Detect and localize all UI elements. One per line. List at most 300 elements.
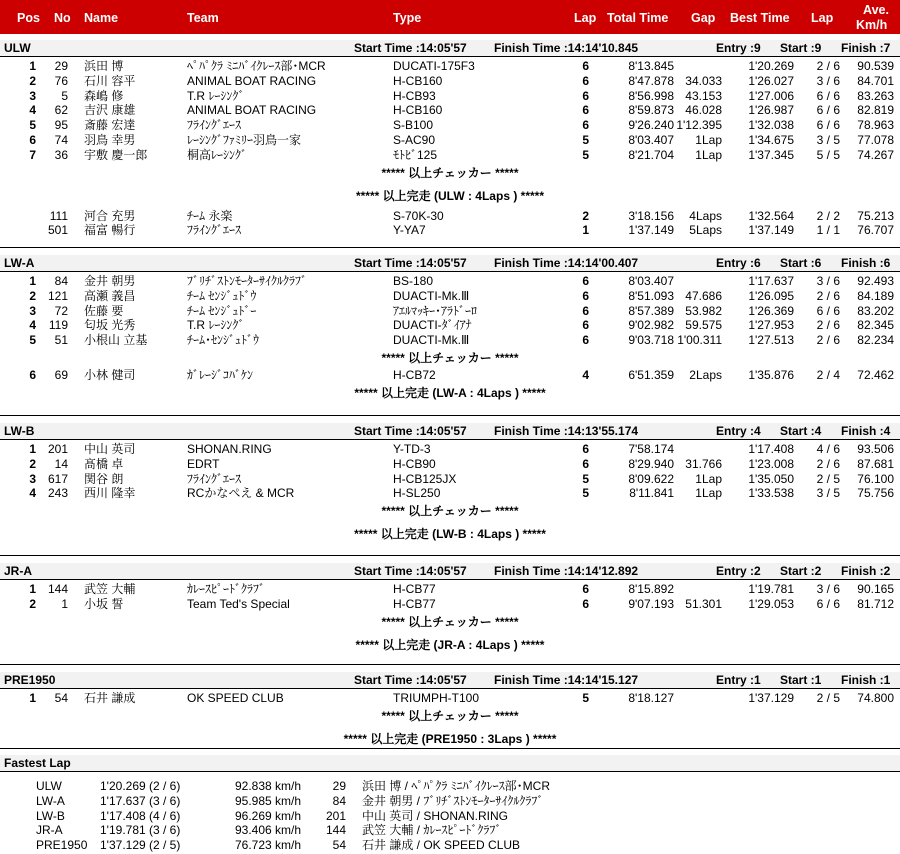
result-row <box>0 103 900 118</box>
class-startc: Start :1 <box>780 673 822 687</box>
cell-blap: 2 / 6 <box>816 288 840 303</box>
cell-type: ﾓﾄﾋﾞ125 <box>393 147 438 162</box>
cell-no: 69 <box>54 367 68 382</box>
cell-name: 西川 隆幸 <box>84 486 136 501</box>
cell-no: 84 <box>54 274 68 288</box>
class-startc: Start :2 <box>780 564 822 578</box>
result-row <box>0 118 900 133</box>
cell-best: 1'35.050 <box>748 471 794 486</box>
class-entry: Entry :6 <box>716 256 761 270</box>
cell-name: 斎藤 宏達 <box>84 118 136 133</box>
cell-ave: 82.234 <box>857 333 894 348</box>
checker-note: ***** 以上チェッカー ***** <box>381 350 519 365</box>
col-pos: Pos <box>17 11 40 25</box>
cell-gap: 46.028 <box>685 103 722 118</box>
cell-total: 8'18.127 <box>628 691 674 705</box>
cell-gap: 1Lap <box>695 471 722 486</box>
cell-gap: 51.301 <box>685 596 722 611</box>
cell-lap: 6 <box>582 333 589 348</box>
cell-blap: 3 / 6 <box>816 73 840 88</box>
class-start: Start Time :14:05'57 <box>354 256 467 270</box>
cell-type: S-B100 <box>393 118 434 133</box>
result-row <box>0 274 900 289</box>
cell-name: 石川 容平 <box>84 73 136 88</box>
cell-ave: 81.712 <box>857 596 894 611</box>
fastest-lap-section <box>0 755 900 853</box>
cell-total: 9'02.982 <box>628 318 674 333</box>
cell-name: 佐藤 要 <box>84 303 124 318</box>
cell-total: 8'13.845 <box>628 59 674 73</box>
fastest-speed: 76.723 km/h <box>235 838 302 853</box>
cell-best: 1'26.369 <box>748 303 794 318</box>
class-header <box>0 255 900 272</box>
cell-gap: 1'00.311 <box>677 333 722 348</box>
col-best: Best Time <box>730 11 790 25</box>
cell-pos: 3 <box>29 303 36 318</box>
fastest-no: 29 <box>332 779 346 793</box>
cell-team: ﾁｰﾑ･ｾﾝｼﾞｭﾄﾞｳ <box>187 333 260 348</box>
fastest-cls: LW-B <box>36 808 65 823</box>
class-entry: Entry :1 <box>716 673 761 687</box>
cell-name: 髙橋 卓 <box>84 456 124 471</box>
cell-total: 8'03.407 <box>628 274 674 288</box>
cell-best: 1'32.564 <box>748 208 794 223</box>
class-header <box>0 563 900 580</box>
class-section <box>0 563 900 658</box>
cell-gap: 47.686 <box>685 288 722 303</box>
cell-blap: 2 / 6 <box>816 59 840 73</box>
class-finish: Finish Time :14:14'10.845 <box>494 41 639 55</box>
checker-note: ***** 以上チェッカー ***** <box>381 614 519 629</box>
cell-no: 95 <box>54 118 68 133</box>
class-finishc: Finish :7 <box>841 41 891 55</box>
class-section <box>0 255 900 403</box>
cell-lap: 6 <box>582 442 589 456</box>
cell-pos: 1 <box>29 442 36 456</box>
cell-type: S-AC90 <box>393 132 436 147</box>
class-start: Start Time :14:05'57 <box>354 41 467 55</box>
cell-ave: 72.462 <box>857 367 894 382</box>
cell-team: ｶﾞﾚｰｼﾞｺﾊﾞｹﾝ <box>187 367 254 382</box>
cell-type: Y-YA7 <box>393 223 426 238</box>
fastest-speed: 92.838 km/h <box>235 779 302 793</box>
cell-ave: 82.345 <box>857 318 894 333</box>
result-row <box>0 691 900 706</box>
col-total: Total Time <box>607 11 669 25</box>
fastest-lap-row <box>0 823 900 838</box>
cell-team: ﾌﾗｲﾝｸﾞｴｰｽ <box>187 118 242 133</box>
fastest-time: 1'17.637 (3 / 6) <box>100 793 181 808</box>
cell-lap: 6 <box>582 88 589 103</box>
cell-type: H-CB160 <box>393 73 443 88</box>
cell-lap: 6 <box>582 274 589 288</box>
cell-ave: 74.267 <box>857 147 894 162</box>
cell-blap: 2 / 2 <box>816 208 840 223</box>
cell-lap: 6 <box>582 318 589 333</box>
cell-no: 36 <box>54 147 68 162</box>
cell-name: 羽鳥 幸男 <box>84 132 136 147</box>
result-row <box>0 472 900 487</box>
cell-pos: 2 <box>29 73 36 88</box>
class-header <box>0 423 900 440</box>
col-lap2: Lap <box>811 11 834 25</box>
fastest-lap-row <box>0 794 900 809</box>
class-finish: Finish Time :14:13'55.174 <box>494 424 639 438</box>
cell-no: 119 <box>48 318 68 333</box>
cell-blap: 1 / 1 <box>816 223 840 238</box>
cell-ave: 76.100 <box>857 471 894 486</box>
class-entry: Entry :9 <box>716 41 761 55</box>
result-row <box>0 333 900 348</box>
cell-total: 8'51.093 <box>628 288 674 303</box>
fastest-cls: LW-A <box>36 793 65 808</box>
class-cls: ULW <box>4 41 31 55</box>
cell-team: RCかなぺえ & MCR <box>187 486 295 501</box>
cell-lap: 6 <box>582 73 589 88</box>
cell-best: 1'27.513 <box>748 333 794 348</box>
cell-blap: 2 / 6 <box>816 456 840 471</box>
cell-name: 小根山 立基 <box>84 333 148 348</box>
cell-no: 121 <box>47 288 68 303</box>
cell-gap: 31.766 <box>685 456 722 471</box>
class-entry: Entry :2 <box>716 564 761 578</box>
cell-blap: 3 / 5 <box>816 132 840 147</box>
cell-total: 1'37.149 <box>628 223 674 238</box>
fastest-who: 中山 英司 / SHONAN.RING <box>362 808 509 823</box>
result-row <box>0 223 900 238</box>
class-entry: Entry :4 <box>716 424 761 438</box>
cell-team: ﾌﾞﾘﾁﾞｽﾄﾝﾓｰﾀｰｻｲｸﾙｸﾗﾌﾞ <box>187 274 308 288</box>
class-finishc: Finish :2 <box>841 564 891 578</box>
cell-ave: 87.681 <box>857 456 894 471</box>
fastest-speed: 96.269 km/h <box>235 808 302 823</box>
cell-lap: 6 <box>582 59 589 73</box>
cell-total: 8'59.873 <box>628 103 674 118</box>
cell-type: BS-180 <box>393 274 434 288</box>
col-kmh: Km/h <box>856 18 888 32</box>
col-team: Team <box>187 11 219 25</box>
complete-note: ***** 以上完走 (ULW : 4Laps ) ***** <box>355 188 545 203</box>
cell-best: 1'17.637 <box>748 274 794 288</box>
cell-pos: 4 <box>29 103 36 118</box>
cell-blap: 6 / 6 <box>816 303 840 318</box>
result-row <box>0 318 900 333</box>
result-row <box>0 209 900 224</box>
fastest-speed: 93.406 km/h <box>235 823 302 838</box>
cell-name: 河合 充男 <box>84 208 136 223</box>
cell-name: 吉沢 康雄 <box>84 103 136 118</box>
complete-note: ***** 以上完走 (LW-B : 4Laps ) ***** <box>354 527 546 542</box>
class-finishc: Finish :6 <box>841 256 891 270</box>
fastest-who: 浜田 博 / ﾍﾟﾊﾟｸﾗ ﾐﾆﾊﾞｲｸﾚｰｽ部･MCR <box>362 779 550 793</box>
fastest-no: 144 <box>325 823 346 838</box>
cell-blap: 2 / 5 <box>816 691 840 705</box>
cell-type: DUACTI-ﾀﾞｲｱﾅ <box>393 318 472 333</box>
cell-gap: 1Lap <box>695 132 722 147</box>
cell-team: ANIMAL BOAT RACING <box>187 73 317 88</box>
class-finish: Finish Time :14:14'15.127 <box>494 673 639 687</box>
result-row <box>0 582 900 597</box>
cell-blap: 6 / 6 <box>816 103 840 118</box>
cell-type: H-CB77 <box>393 582 436 596</box>
cell-blap: 3 / 6 <box>816 582 840 596</box>
cell-type: H-CB90 <box>393 456 436 471</box>
cell-no: 74 <box>54 132 68 147</box>
cell-blap: 6 / 6 <box>816 88 840 103</box>
cell-gap: 53.982 <box>685 303 722 318</box>
result-row <box>0 597 900 612</box>
cell-best: 1'26.095 <box>748 288 794 303</box>
fastest-speed: 95.985 km/h <box>235 793 302 808</box>
class-section <box>0 423 900 547</box>
cell-ave: 84.701 <box>857 73 894 88</box>
cell-pos: 2 <box>29 288 36 303</box>
complete-note: ***** 以上完走 (JR-A : 4Laps ) ***** <box>355 637 545 652</box>
cell-no: 62 <box>54 103 68 118</box>
cell-lap: 1 <box>582 223 589 238</box>
cell-lap: 4 <box>582 367 589 382</box>
cell-gap: 43.153 <box>685 88 722 103</box>
class-finishc: Finish :1 <box>841 673 891 687</box>
cell-no: 5 <box>61 88 68 103</box>
cell-type: H-CB125JX <box>393 471 457 486</box>
cell-gap: 34.033 <box>685 73 722 88</box>
cell-pos: 1 <box>29 691 36 705</box>
cell-team: ﾁｰﾑ 永楽 <box>187 208 233 223</box>
cell-best: 1'20.269 <box>748 59 794 73</box>
cell-gap: 2Laps <box>689 367 722 382</box>
class-start: Start Time :14:05'57 <box>354 424 467 438</box>
cell-ave: 82.819 <box>857 103 894 118</box>
cell-best: 1'37.345 <box>748 147 794 162</box>
result-row <box>0 289 900 304</box>
col-name: Name <box>84 11 119 25</box>
cell-no: 243 <box>47 486 68 501</box>
cell-team: ﾌﾗｲﾝｸﾞｴｰｽ <box>187 223 242 238</box>
cell-team: ﾁｰﾑ ｾﾝｼﾞｭﾄﾞｰ <box>187 303 257 318</box>
cell-pos: 2 <box>29 596 36 611</box>
class-section <box>0 40 900 238</box>
cell-total: 8'57.389 <box>628 303 674 318</box>
cell-pos: 4 <box>29 486 36 501</box>
cell-total: 9'07.193 <box>628 596 674 611</box>
fastest-time: 1'37.129 (2 / 5) <box>100 838 181 853</box>
cell-name: 金井 朝男 <box>84 274 136 288</box>
fastest-lap-row <box>0 809 900 824</box>
cell-best: 1'23.008 <box>748 456 794 471</box>
cell-type: H-CB77 <box>393 596 436 611</box>
cell-pos: 3 <box>29 471 36 486</box>
cell-total: 8'11.841 <box>629 486 674 501</box>
cell-lap: 2 <box>582 208 589 223</box>
result-row <box>0 486 900 501</box>
cell-name: 森嶋 修 <box>84 88 124 103</box>
cell-name: 関谷 朗 <box>84 471 124 486</box>
cell-best: 1'37.129 <box>748 691 794 705</box>
cell-team: T.R ﾚｰｼﾝｸﾞ <box>187 318 245 333</box>
cell-lap: 6 <box>582 118 589 133</box>
result-row <box>0 89 900 104</box>
fastest-lap-title: Fastest Lap <box>0 755 900 772</box>
cell-ave: 75.756 <box>857 486 894 501</box>
cell-total: 6'51.359 <box>628 367 674 382</box>
result-row <box>0 442 900 457</box>
fastest-no: 54 <box>332 838 346 853</box>
cell-no: 501 <box>47 223 68 238</box>
complete-note: ***** 以上完走 (LW-A : 4Laps ) ***** <box>354 385 546 400</box>
fastest-time: 1'19.781 (3 / 6) <box>100 823 181 838</box>
cell-gap: 5Laps <box>689 223 722 238</box>
cell-gap: 4Laps <box>689 208 722 223</box>
cell-no: 76 <box>54 73 68 88</box>
cell-blap: 2 / 4 <box>816 367 840 382</box>
cell-total: 8'03.407 <box>628 132 674 147</box>
cell-blap: 6 / 6 <box>816 596 840 611</box>
cell-name: 小林 健司 <box>84 367 136 382</box>
cell-type: H-SL250 <box>393 486 441 501</box>
complete-note: ***** 以上完走 (PRE1950 : 3Laps ) ***** <box>343 731 557 746</box>
cell-blap: 3 / 5 <box>816 486 840 501</box>
cell-lap: 6 <box>582 288 589 303</box>
cell-best: 1'29.053 <box>748 596 794 611</box>
fastest-lap-row <box>0 779 900 794</box>
cell-team: ﾚｰｼﾝｸﾞﾌｧﾐﾘｰ羽鳥一家 <box>187 132 302 147</box>
results-header <box>0 0 900 34</box>
cell-ave: 90.165 <box>857 582 894 596</box>
cell-type: DUACTI-Mk.Ⅲ <box>393 333 470 348</box>
cell-type: H-CB72 <box>393 367 436 382</box>
cell-ave: 77.078 <box>857 132 894 147</box>
cell-best: 1'27.953 <box>748 318 794 333</box>
cell-total: 7'58.174 <box>628 442 674 456</box>
cell-no: 51 <box>54 333 68 348</box>
cell-lap: 6 <box>582 103 589 118</box>
class-cls: JR-A <box>4 564 33 578</box>
cell-blap: 5 / 5 <box>816 147 840 162</box>
result-row <box>0 368 900 383</box>
cell-pos: 1 <box>29 582 36 596</box>
cell-lap: 5 <box>582 471 589 486</box>
cell-total: 8'09.622 <box>628 471 674 486</box>
cell-best: 1'27.006 <box>748 88 794 103</box>
class-startc: Start :9 <box>780 41 822 55</box>
cell-total: 8'21.704 <box>628 147 674 162</box>
cell-total: 8'29.940 <box>628 456 674 471</box>
cell-team: ﾍﾟﾊﾟｸﾗ ﾐﾆﾊﾞｲｸﾚｰｽ部･MCR <box>187 59 326 73</box>
cell-lap: 6 <box>582 596 589 611</box>
cell-pos: 1 <box>29 59 36 73</box>
cell-team: SHONAN.RING <box>187 442 272 456</box>
cell-gap: 1Lap <box>695 486 722 501</box>
class-startc: Start :4 <box>780 424 822 438</box>
cell-total: 8'56.998 <box>628 88 674 103</box>
cell-pos: 6 <box>29 132 36 147</box>
class-finish: Finish Time :14:14'00.407 <box>494 256 639 270</box>
checker-note: ***** 以上チェッカー ***** <box>381 708 519 723</box>
class-start: Start Time :14:05'57 <box>354 673 467 687</box>
cell-best: 1'33.538 <box>748 486 794 501</box>
cell-no: 111 <box>49 208 68 223</box>
fastest-time: 1'20.269 (2 / 6) <box>100 779 181 793</box>
cell-type: ｱｴﾙﾏｯｷｰ･ｱﾗﾄﾞｰﾛ <box>393 303 478 318</box>
cell-blap: 6 / 6 <box>816 118 840 133</box>
class-header <box>0 40 900 57</box>
cell-pos: 3 <box>29 88 36 103</box>
cell-ave: 90.539 <box>857 59 894 73</box>
result-row <box>0 304 900 319</box>
class-finishc: Finish :4 <box>841 424 891 438</box>
cell-name: 小坂 誓 <box>84 596 124 611</box>
class-startc: Start :6 <box>780 256 822 270</box>
result-row <box>0 148 900 163</box>
cell-ave: 84.189 <box>857 288 894 303</box>
cell-team: ANIMAL BOAT RACING <box>187 103 317 118</box>
cell-blap: 4 / 6 <box>816 442 840 456</box>
checker-note: ***** 以上チェッカー ***** <box>381 504 519 519</box>
class-cls: LW-B <box>4 424 35 438</box>
cell-gap: 59.575 <box>685 318 722 333</box>
fastest-no: 84 <box>332 793 346 808</box>
class-finish: Finish Time :14:14'12.892 <box>494 564 639 578</box>
cell-blap: 2 / 6 <box>816 333 840 348</box>
col-type: Type <box>393 11 422 25</box>
cell-ave: 83.263 <box>857 88 894 103</box>
cell-pos: 1 <box>29 274 36 288</box>
cell-name: 福富 暢行 <box>84 223 136 238</box>
cell-total: 8'47.878 <box>628 73 674 88</box>
cell-type: S-70K-30 <box>393 208 444 223</box>
cell-best: 1'35.876 <box>748 367 794 382</box>
cell-team: EDRT <box>187 456 220 471</box>
cell-best: 1'17.408 <box>748 442 794 456</box>
cell-ave: 76.707 <box>857 223 894 238</box>
fastest-who: 金井 朝男 / ﾌﾞﾘﾁﾞｽﾄﾝﾓｰﾀｰｻｲｸﾙｸﾗﾌﾞ <box>362 793 544 808</box>
fastest-cls: ULW <box>36 779 62 793</box>
cell-name: 匂坂 光秀 <box>84 318 136 333</box>
cell-total: 9'26.240 <box>628 118 674 133</box>
cell-ave: 92.493 <box>857 274 894 288</box>
col-lap: Lap <box>574 11 597 25</box>
cell-no: 1 <box>61 596 68 611</box>
cell-blap: 3 / 6 <box>816 274 840 288</box>
cell-name: 石井 謙成 <box>84 691 136 705</box>
col-no: No <box>54 11 71 25</box>
cell-best: 1'26.987 <box>748 103 794 118</box>
fastest-no: 201 <box>325 808 346 823</box>
cell-best: 1'37.149 <box>748 223 794 238</box>
cell-lap: 5 <box>582 147 589 162</box>
cell-best: 1'26.027 <box>748 73 794 88</box>
cell-gap: 1Lap <box>695 147 722 162</box>
fastest-who: 武笠 大輔 / ｶﾚｰｽﾋﾟｰﾄﾞｸﾗﾌﾞ <box>362 823 502 838</box>
fastest-who: 石井 謙成 / OK SPEED CLUB <box>362 838 521 853</box>
result-row <box>0 457 900 472</box>
cell-name: 高瀬 義昌 <box>84 288 136 303</box>
cell-best: 1'32.038 <box>748 118 794 133</box>
cell-type: H-CB160 <box>393 103 443 118</box>
cell-lap: 5 <box>582 486 589 501</box>
class-cls: PRE1950 <box>4 673 56 687</box>
cell-ave: 74.800 <box>857 691 894 705</box>
checker-note: ***** 以上チェッカー ***** <box>381 165 519 180</box>
cell-no: 54 <box>54 691 68 705</box>
cell-team: Team Ted's Special <box>187 596 290 611</box>
fastest-cls: JR-A <box>36 823 63 838</box>
cell-type: DUCATI-175F3 <box>393 59 475 73</box>
cell-pos: 5 <box>29 333 36 348</box>
cell-lap: 6 <box>582 303 589 318</box>
result-row <box>0 59 900 74</box>
